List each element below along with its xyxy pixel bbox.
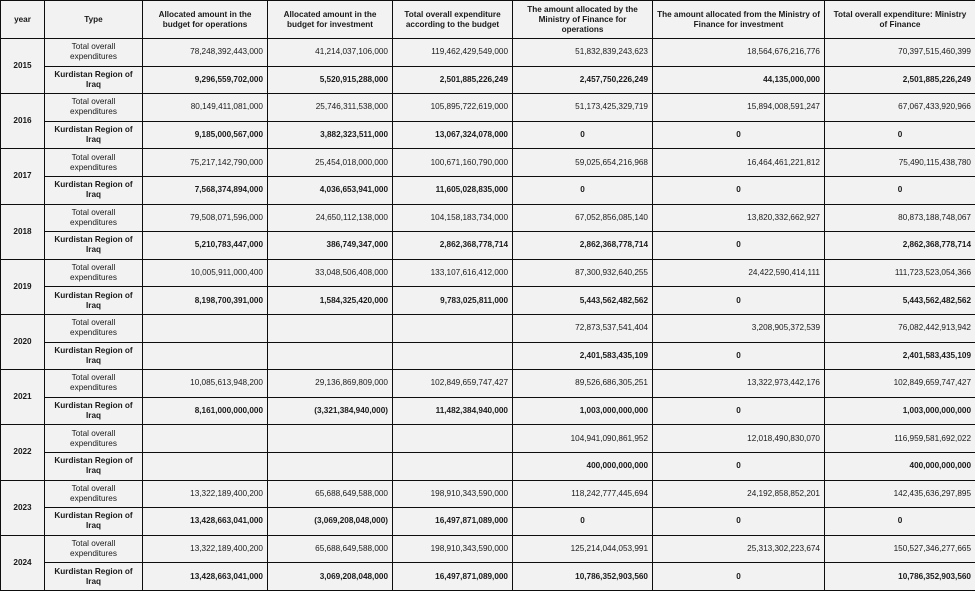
cell-allocated-operations: 7,568,374,894,000 [143, 176, 268, 204]
cell-mof-investment: 12,018,490,830,070 [653, 425, 825, 453]
table-row [1, 121, 975, 149]
cell-mof-investment: 24,422,590,414,111 [653, 259, 825, 287]
cell-mof-investment: 0 [653, 342, 825, 370]
type-cell-kurdistan-region: Kurdistan Region of Iraq [45, 121, 143, 149]
cell-mof-investment: 44,135,000,000 [653, 66, 825, 94]
type-cell-total-expenditures: Total overall expenditures [45, 314, 143, 342]
cell-mof-total: 2,401,583,435,109 [825, 342, 975, 370]
cell-allocated-investment: (3,069,208,048,000) [268, 508, 393, 536]
year-cell: 2019 [1, 259, 45, 314]
table-row [1, 149, 975, 177]
cell-total-budget [393, 314, 513, 342]
cell-total-budget: 198,910,343,590,000 [393, 535, 513, 563]
cell-total-budget: 16,497,871,089,000 [393, 508, 513, 536]
column-header-year: year [1, 1, 45, 39]
cell-mof-operations: 2,862,368,778,714 [513, 232, 653, 260]
cell-total-budget: 11,482,384,940,000 [393, 397, 513, 425]
type-cell-kurdistan-region: Kurdistan Region of Iraq [45, 508, 143, 536]
cell-allocated-operations [143, 452, 268, 480]
cell-mof-operations: 87,300,932,640,255 [513, 259, 653, 287]
cell-mof-operations: 2,401,583,435,109 [513, 342, 653, 370]
table-row [1, 397, 975, 425]
type-cell-total-expenditures: Total overall expenditures [45, 94, 143, 122]
cell-allocated-operations [143, 342, 268, 370]
cell-allocated-investment: 4,036,653,941,000 [268, 176, 393, 204]
cell-mof-total: 1,003,000,000,000 [825, 397, 975, 425]
cell-allocated-investment [268, 314, 393, 342]
year-cell: 2024 [1, 535, 45, 590]
cell-allocated-operations: 8,198,700,391,000 [143, 287, 268, 315]
table-row [1, 232, 975, 260]
cell-mof-total: 10,786,352,903,560 [825, 563, 975, 591]
table-row [1, 39, 975, 67]
cell-mof-investment: 0 [653, 452, 825, 480]
cell-total-budget: 102,849,659,747,427 [393, 370, 513, 398]
cell-mof-operations: 0 [513, 121, 653, 149]
cell-allocated-investment: 41,214,037,106,000 [268, 39, 393, 67]
table-row [1, 370, 975, 398]
cell-mof-total: 0 [825, 508, 975, 536]
table-header [1, 1, 975, 39]
cell-total-budget: 198,910,343,590,000 [393, 480, 513, 508]
year-cell: 2016 [1, 94, 45, 149]
type-cell-total-expenditures: Total overall expenditures [45, 535, 143, 563]
cell-allocated-operations: 8,161,000,000,000 [143, 397, 268, 425]
cell-mof-operations: 118,242,777,445,694 [513, 480, 653, 508]
table-row [1, 314, 975, 342]
table-row [1, 66, 975, 94]
cell-allocated-investment [268, 425, 393, 453]
cell-allocated-operations: 13,428,663,041,000 [143, 508, 268, 536]
cell-total-budget: 133,107,616,412,000 [393, 259, 513, 287]
table-row [1, 452, 975, 480]
type-cell-kurdistan-region: Kurdistan Region of Iraq [45, 342, 143, 370]
cell-allocated-operations [143, 425, 268, 453]
cell-mof-operations: 72,873,537,541,404 [513, 314, 653, 342]
cell-allocated-operations: 10,005,911,000,400 [143, 259, 268, 287]
cell-mof-investment: 18,564,676,216,776 [653, 39, 825, 67]
cell-mof-investment: 16,464,461,221,812 [653, 149, 825, 177]
table-row [1, 259, 975, 287]
cell-total-budget: 9,783,025,811,000 [393, 287, 513, 315]
year-cell: 2022 [1, 425, 45, 480]
cell-total-budget: 16,497,871,089,000 [393, 563, 513, 591]
cell-allocated-investment: 33,048,506,408,000 [268, 259, 393, 287]
cell-mof-investment: 0 [653, 287, 825, 315]
cell-mof-total: 67,067,433,920,966 [825, 94, 975, 122]
cell-mof-operations: 0 [513, 508, 653, 536]
table-body [1, 39, 975, 591]
type-cell-kurdistan-region: Kurdistan Region of Iraq [45, 287, 143, 315]
cell-allocated-investment: 3,069,208,048,000 [268, 563, 393, 591]
cell-allocated-operations: 13,428,663,041,000 [143, 563, 268, 591]
cell-total-budget: 2,501,885,226,249 [393, 66, 513, 94]
cell-mof-investment: 3,208,905,372,539 [653, 314, 825, 342]
type-cell-total-expenditures: Total overall expenditures [45, 39, 143, 67]
cell-allocated-operations: 5,210,783,447,000 [143, 232, 268, 260]
table-row [1, 563, 975, 591]
cell-mof-operations: 2,457,750,226,249 [513, 66, 653, 94]
cell-allocated-operations: 13,322,189,400,200 [143, 535, 268, 563]
type-cell-kurdistan-region: Kurdistan Region of Iraq [45, 176, 143, 204]
cell-mof-investment: 24,192,858,852,201 [653, 480, 825, 508]
column-header-type: Type [45, 1, 143, 39]
cell-allocated-investment: 1,584,325,420,000 [268, 287, 393, 315]
cell-mof-total: 150,527,346,277,665 [825, 535, 975, 563]
year-cell: 2021 [1, 370, 45, 425]
cell-mof-total: 142,435,636,297,895 [825, 480, 975, 508]
cell-allocated-operations: 75,217,142,790,000 [143, 149, 268, 177]
cell-mof-total: 0 [825, 121, 975, 149]
type-cell-kurdistan-region: Kurdistan Region of Iraq [45, 66, 143, 94]
cell-mof-operations: 1,003,000,000,000 [513, 397, 653, 425]
cell-allocated-investment: 25,746,311,538,000 [268, 94, 393, 122]
cell-allocated-operations: 13,322,189,400,200 [143, 480, 268, 508]
cell-mof-operations: 51,832,839,243,623 [513, 39, 653, 67]
cell-mof-investment: 0 [653, 397, 825, 425]
cell-total-budget [393, 452, 513, 480]
cell-total-budget: 105,895,722,619,000 [393, 94, 513, 122]
cell-allocated-investment [268, 452, 393, 480]
cell-mof-operations: 5,443,562,482,562 [513, 287, 653, 315]
header-row [1, 1, 975, 39]
cell-allocated-investment: 386,749,347,000 [268, 232, 393, 260]
type-cell-total-expenditures: Total overall expenditures [45, 370, 143, 398]
year-cell: 2018 [1, 204, 45, 259]
column-header-total-budget: Total overall expenditure according to the budget [393, 1, 513, 39]
cell-mof-investment: 13,820,332,662,927 [653, 204, 825, 232]
column-header-mof-investment: The amount allocated from the Ministry of Finance for investment [653, 1, 825, 39]
cell-total-budget: 2,862,368,778,714 [393, 232, 513, 260]
column-header-mof-total: Total overall expenditure: Ministry of Finance [825, 1, 975, 39]
cell-mof-investment: 0 [653, 232, 825, 260]
cell-mof-operations: 125,214,044,053,991 [513, 535, 653, 563]
cell-mof-operations: 59,025,654,216,968 [513, 149, 653, 177]
cell-mof-operations: 400,000,000,000 [513, 452, 653, 480]
table-row [1, 342, 975, 370]
cell-mof-investment: 0 [653, 176, 825, 204]
cell-mof-operations: 89,526,686,305,251 [513, 370, 653, 398]
table-row [1, 204, 975, 232]
cell-allocated-investment: 5,520,915,288,000 [268, 66, 393, 94]
type-cell-total-expenditures: Total overall expenditures [45, 425, 143, 453]
table-row [1, 176, 975, 204]
table-row [1, 94, 975, 122]
type-cell-kurdistan-region: Kurdistan Region of Iraq [45, 452, 143, 480]
type-cell-total-expenditures: Total overall expenditures [45, 259, 143, 287]
cell-allocated-investment [268, 342, 393, 370]
cell-mof-operations: 104,941,090,861,952 [513, 425, 653, 453]
cell-allocated-operations: 10,085,613,948,200 [143, 370, 268, 398]
column-header-mof-operations: The amount allocated by the Ministry of Finance for operations [513, 1, 653, 39]
cell-allocated-operations: 80,149,411,081,000 [143, 94, 268, 122]
cell-mof-total: 111,723,523,054,366 [825, 259, 975, 287]
cell-allocated-operations: 78,248,392,443,000 [143, 39, 268, 67]
year-cell: 2023 [1, 480, 45, 535]
cell-mof-operations: 67,052,856,085,140 [513, 204, 653, 232]
table-row [1, 287, 975, 315]
cell-mof-investment: 0 [653, 508, 825, 536]
table-row [1, 425, 975, 453]
type-cell-total-expenditures: Total overall expenditures [45, 480, 143, 508]
cell-total-budget: 13,067,324,078,000 [393, 121, 513, 149]
cell-allocated-investment: 3,882,323,511,000 [268, 121, 393, 149]
cell-total-budget [393, 425, 513, 453]
year-cell: 2020 [1, 314, 45, 369]
cell-allocated-operations: 79,508,071,596,000 [143, 204, 268, 232]
year-cell: 2017 [1, 149, 45, 204]
cell-mof-total: 5,443,562,482,562 [825, 287, 975, 315]
cell-mof-investment: 13,322,973,442,176 [653, 370, 825, 398]
cell-total-budget: 104,158,183,734,000 [393, 204, 513, 232]
cell-allocated-operations: 9,185,000,567,000 [143, 121, 268, 149]
year-cell: 2015 [1, 39, 45, 94]
cell-allocated-operations: 9,296,559,702,000 [143, 66, 268, 94]
cell-allocated-investment: 29,136,869,809,000 [268, 370, 393, 398]
column-header-allocated-investment: Allocated amount in the budget for investment [268, 1, 393, 39]
cell-mof-total: 2,501,885,226,249 [825, 66, 975, 94]
cell-allocated-investment: (3,321,384,940,000) [268, 397, 393, 425]
cell-allocated-operations [143, 314, 268, 342]
cell-mof-total: 2,862,368,778,714 [825, 232, 975, 260]
cell-allocated-investment: 65,688,649,588,000 [268, 535, 393, 563]
cell-mof-operations: 51,173,425,329,719 [513, 94, 653, 122]
table-row [1, 535, 975, 563]
cell-mof-total: 102,849,659,747,427 [825, 370, 975, 398]
type-cell-total-expenditures: Total overall expenditures [45, 204, 143, 232]
cell-mof-investment: 15,894,008,591,247 [653, 94, 825, 122]
cell-total-budget [393, 342, 513, 370]
cell-total-budget: 119,462,429,549,000 [393, 39, 513, 67]
cell-mof-operations: 10,786,352,903,560 [513, 563, 653, 591]
cell-allocated-investment: 25,454,018,000,000 [268, 149, 393, 177]
cell-mof-total: 0 [825, 176, 975, 204]
type-cell-kurdistan-region: Kurdistan Region of Iraq [45, 397, 143, 425]
type-cell-total-expenditures: Total overall expenditures [45, 149, 143, 177]
cell-mof-investment: 0 [653, 121, 825, 149]
cell-allocated-investment: 24,650,112,138,000 [268, 204, 393, 232]
cell-allocated-investment: 65,688,649,588,000 [268, 480, 393, 508]
type-cell-kurdistan-region: Kurdistan Region of Iraq [45, 232, 143, 260]
cell-mof-total: 70,397,515,460,399 [825, 39, 975, 67]
table-row [1, 508, 975, 536]
type-cell-kurdistan-region: Kurdistan Region of Iraq [45, 563, 143, 591]
cell-mof-total: 116,959,581,692,022 [825, 425, 975, 453]
cell-mof-total: 400,000,000,000 [825, 452, 975, 480]
cell-mof-total: 76,082,442,913,942 [825, 314, 975, 342]
cell-mof-investment: 25,313,302,223,674 [653, 535, 825, 563]
table-row [1, 480, 975, 508]
cell-mof-operations: 0 [513, 176, 653, 204]
cell-total-budget: 11,605,028,835,000 [393, 176, 513, 204]
cell-mof-total: 80,873,188,748,067 [825, 204, 975, 232]
cell-total-budget: 100,671,160,790,000 [393, 149, 513, 177]
cell-mof-total: 75,490,115,438,780 [825, 149, 975, 177]
cell-mof-investment: 0 [653, 563, 825, 591]
column-header-allocated-operations: Allocated amount in the budget for operations [143, 1, 268, 39]
